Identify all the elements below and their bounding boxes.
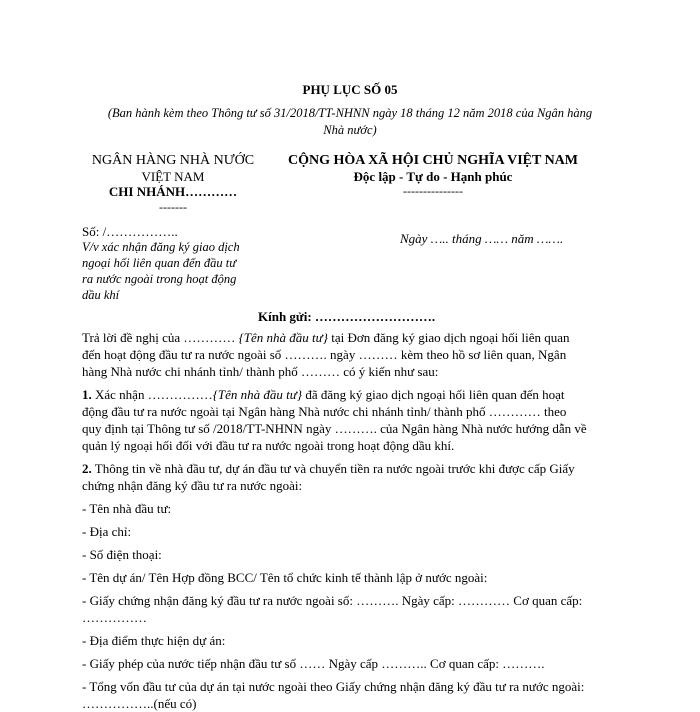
section2-line2: chứng nhận đăng ký đầu tư ra nước ngoài: — [82, 478, 303, 493]
intro-line1 — [82, 330, 570, 346]
list-item-license: - Giấy phép của nước tiếp nhận đầu tư số …… Ngày cấp ……….. Cơ quan cấp: ………. — [82, 656, 545, 671]
list-item-certificate-cont: …………… — [82, 610, 147, 625]
left-separator: ------- — [159, 200, 187, 214]
greeting: Kính gửi: ………………………. — [258, 309, 436, 324]
subject-line4: dầu khí — [82, 288, 120, 302]
bank-name-line1: NGÂN HÀNG NHÀ NƯỚC — [91, 153, 255, 168]
branch-name: CHI NHÁNH………… — [108, 184, 238, 199]
subject-line3: ra nước ngoài trong hoạt động — [82, 272, 237, 286]
subject-line2: ngoại hối liên quan đến đầu tư — [82, 256, 237, 270]
section1-line3: quy định tại Thông tư số /2018/TT-NHNN ngày ………. của Ngân hàng Nhà nước hướng dẫn về — [82, 421, 587, 436]
section1-line1 — [82, 387, 565, 403]
section1-line2: động đầu tư ra nước ngoài tại Ngân hàng Nhà nước chi nhánh tỉnh/ thành phố ………… theo — [82, 404, 567, 419]
list-item-phone: - Số điện thoại: — [82, 547, 162, 562]
intro-line3: hàng Nhà nước chi nhánh tỉnh/ thành phố ……… có ý kiến như sau: — [82, 364, 439, 379]
intro-text-a: Trả lời đề nghị của ………… — [82, 330, 239, 345]
intro-line2: đến hoạt động đầu tư ra nước ngoài số ………. ngày ……… kèm theo hồ sơ liên quan, Ngân — [82, 347, 567, 362]
section2-text: Thông tin về nhà đầu tư, dự án đầu tư và chuyển tiền ra nước ngoài trước khi được cấp Giấy — [91, 461, 575, 476]
appendix-subtitle-line2: Nhà nước) — [323, 123, 377, 137]
list-item-total-capital-cont: ……………..(nếu có) — [82, 696, 197, 711]
appendix-title: PHỤ LỤC SỐ 05 — [302, 82, 398, 97]
section1-investor-placeholder: {Tên nhà đầu tư} — [212, 387, 303, 402]
appendix-subtitle-line1: (Ban hành kèm theo Thông tư số 31/2018/TT-NHNN ngày 18 tháng 12 năm 2018 của Ngân hàng — [107, 106, 593, 120]
bank-name-line2: VIỆT NAM — [141, 169, 205, 184]
country-name: CỘNG HÒA XÃ HỘI CHỦ NGHĨA VIỆT NAM — [287, 153, 578, 168]
section1-text-a: Xác nhận …………… — [91, 387, 213, 402]
right-separator: --------------- — [403, 184, 463, 198]
document-date: Ngày ….. tháng …… năm ……. — [400, 231, 564, 246]
intro-text-c: tại Đơn đăng ký giao dịch ngoại hối liên quan — [327, 330, 570, 345]
section2-number: 2. — [82, 461, 92, 476]
section1-number: 1. — [82, 387, 92, 402]
list-item-certificate: - Giấy chứng nhận đăng ký đầu tư ra nước ngoài số: ………. Ngày cấp: ………… Cơ quan cấp: — [82, 593, 583, 608]
investor-name-placeholder: {Tên nhà đầu tư} — [238, 330, 328, 345]
list-item-investor-name: - Tên nhà đầu tư: — [82, 501, 172, 516]
list-item-total-capital: - Tổng vốn đầu tư của dự án tại nước ngoài theo Giấy chứng nhận đăng ký đầu tư ra nước ngoài: — [82, 679, 585, 694]
list-item-project-name: - Tên dự án/ Tên Hợp đồng BCC/ Tên tổ chức kinh tế thành lập ở nước ngoài: — [82, 570, 488, 585]
national-motto: Độc lập - Tự do - Hạnh phúc — [353, 169, 513, 184]
list-item-location: - Địa điểm thực hiện dự án: — [82, 633, 226, 648]
section2-line1 — [82, 461, 575, 477]
list-item-address: - Địa chỉ: — [82, 524, 132, 539]
section1-text-c: đã đăng ký giao dịch ngoại hối liên quan đến hoạt — [302, 387, 565, 402]
subject-line1: V/v xác nhận đăng ký giao dịch — [82, 240, 240, 254]
section1-line4: quản lý ngoại hối đối với đầu tư ra nước ngoài trong hoạt động dầu khí. — [82, 438, 455, 453]
document-number: Số: /…………….. — [82, 224, 178, 239]
